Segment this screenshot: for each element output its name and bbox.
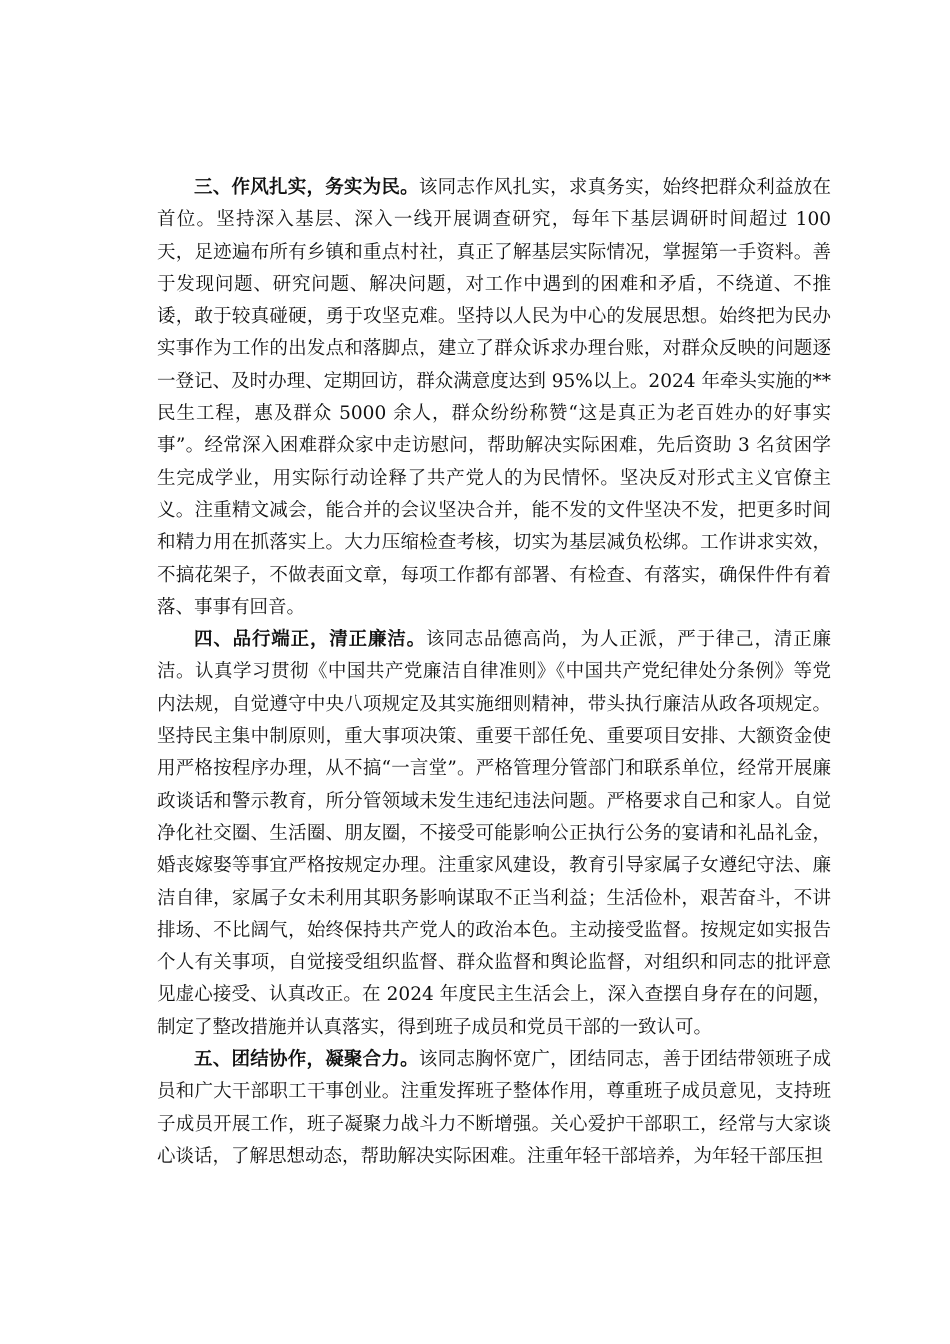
section-4-body: 该同志品德高尚，为人正派，严于律己，清正廉洁。认真学习贯彻《中国共产党廉洁自律准则》《中国共产党纪律处分条例》等党内法规，自觉遵守中央八项规定及其实施细则精神，带头执行廉洁从政各项规定。坚持民主集中制原则，重大事项决策、重要干部任免、重要项目安排、大额资金使用严格按程序办理，从不搞“一言堂”。严格管理分管部门和联系单位，经常开展廉政谈话和警示教育，所分管领域未发生违纪违法问题。严格要求自己和家人。自觉净化社交圈、生活圈、朋友圈，不接受可能影响公正执行公务的宴请和礼品礼金，婚丧嫁娶等事宜严格按规定办理。注重家风建设，教育引导家属子女遵纪守法、廉洁自律，家属子女未利用其职务影响谋取不正当利益；生活俭朴，艰苦奋斗，不讲排场、不比阔气，始终保持共产党人的政治本色。主动接受监督。按规定如实报告个人有关事项，自觉接受组织监督、群众监督和舆论监督，对组织和同志的批评意见虚心接受、认真改正。在 2024 年度民主生活会上，深入查摆自身存在的问题，制定了整改措施并认真落实，得到班子成员和党员干部的一致认可。 — [157, 629, 831, 1038]
section-4-paragraph — [157, 624, 831, 1044]
document-page — [157, 172, 831, 1173]
section-4-heading: 四、品行端正，清正廉洁。 — [194, 629, 426, 651]
section-3-body: 该同志作风扎实，求真务实，始终把群众利益放在首位。坚持深入基层、深入一线开展调查研究，每年下基层调研时间超过 100 天，足迹遍布所有乡镇和重点村社，真正了解基层实际情况，掌握第一手资料。善于发现问题、研究问题、解决问题，对工作中遇到的困难和矛盾，不绕道、不推诿，敢于较真碰硬，勇于攻坚克难。坚持以人民为中心的发展思想。始终把为民办实事作为工作的出发点和落脚点，建立了群众诉求办理台账，对群众反映的问题逐一登记、及时办理、定期回访，群众满意度达到 95%以上。2024 年牵头实施的**民生工程，惠及群众 5000 余人，群众纷纷称赞“这是真正为老百姓办的好事实事”。经常深入困难群众家中走访慰问，帮助解决实际困难，先后资助 3 名贫困学生完成学业，用实际行动诠释了共产党人的为民情怀。坚决反对形式主义官僚主义。注重精文减会，能合并的会议坚决合并，能不发的文件坚决不发，把更多时间和精力用在抓落实上。大力压缩检查考核，切实为基层减负松绑。工作讲求实效，不搞花架子，不做表面文章，每项工作都有部署、有检查、有落实，确保件件有着落、事事有回音。 — [157, 177, 831, 618]
section-3-heading: 三、作风扎实，务实为民。 — [194, 177, 419, 198]
section-5-paragraph — [157, 1044, 831, 1173]
section-5-heading: 五、团结协作，凝聚合力。 — [194, 1049, 419, 1071]
section-3-paragraph — [157, 172, 831, 624]
section-5-body: 该同志胸怀宽广，团结同志，善于团结带领班子成员和广大干部职工干事创业。注重发挥班子整体作用，尊重班子成员意见，支持班子成员开展工作，班子凝聚力战斗力不断增强。关心爱护干部职工，经常与大家谈心谈话，了解思想动态，帮助解决实际困难。注重年轻干部培养，为年轻干部压担 — [157, 1049, 831, 1167]
